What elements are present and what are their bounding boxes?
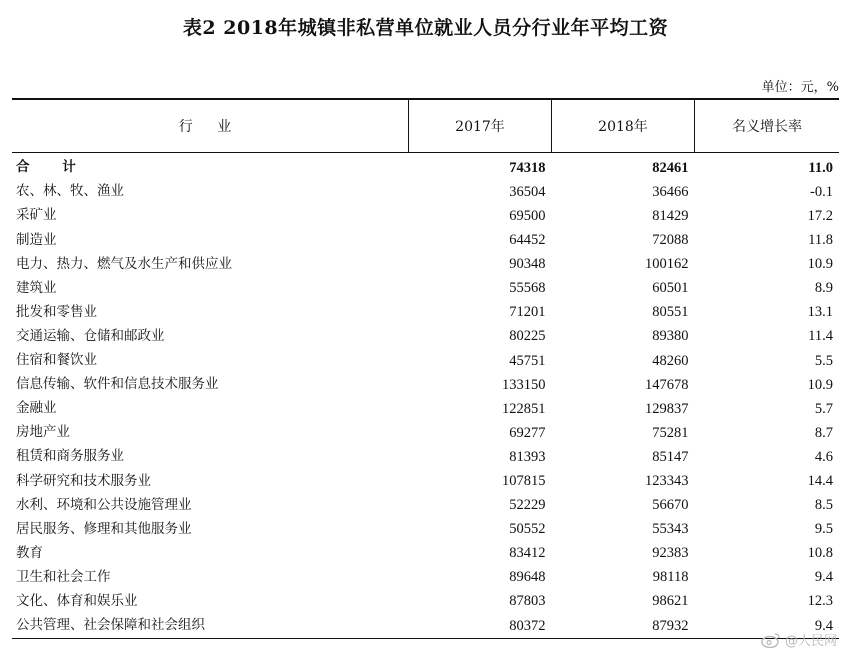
cell-industry: 卫生和社会工作 bbox=[16, 568, 111, 585]
table-header bbox=[12, 99, 839, 153]
cell-growth: 8.7 bbox=[814, 424, 833, 441]
cell-2018: 75281 bbox=[652, 424, 689, 441]
cell-growth: 5.7 bbox=[814, 400, 833, 417]
table-row bbox=[12, 590, 839, 614]
cell-industry: 公共管理、社会保障和社会组织 bbox=[12, 614, 409, 639]
cell-2018: 98621 bbox=[652, 593, 689, 610]
cell-growth: 14.4 bbox=[807, 473, 833, 490]
cell-2018: 81429 bbox=[652, 207, 689, 224]
cell-growth: 11.8 bbox=[808, 232, 833, 249]
cell-growth: 10.8 bbox=[807, 545, 833, 562]
cell-industry: 交通运输、仓储和邮政业 bbox=[16, 327, 165, 344]
cell-2017: 71201 bbox=[509, 304, 546, 321]
table-row bbox=[12, 542, 839, 566]
table-body bbox=[12, 153, 839, 639]
cell-industry: 文化、体育和娱乐业 bbox=[16, 592, 138, 609]
cell-2017: 69500 bbox=[509, 207, 546, 224]
cell-2018: 36466 bbox=[652, 183, 689, 200]
cell-2017: 80372 bbox=[409, 614, 552, 639]
header-row bbox=[12, 99, 839, 153]
cell-industry: 房地产业 bbox=[16, 424, 70, 441]
cell-2017: 36504 bbox=[509, 183, 546, 200]
header-industry: 行 业 bbox=[12, 99, 409, 153]
cell-industry: 制造业 bbox=[16, 231, 57, 248]
cell-2018: 82461 bbox=[652, 159, 689, 176]
cell-2018: 92383 bbox=[652, 545, 689, 562]
cell-2018: 87932 bbox=[552, 614, 695, 639]
cell-growth: 11.4 bbox=[808, 328, 833, 345]
cell-growth: 8.5 bbox=[814, 497, 833, 514]
wage-table bbox=[12, 98, 839, 639]
cell-industry: 农、林、牧、渔业 bbox=[16, 183, 124, 200]
table-row bbox=[12, 566, 839, 590]
cell-industry: 信息传输、软件和信息技术服务业 bbox=[16, 376, 219, 393]
cell-2017: 52229 bbox=[509, 497, 546, 514]
table-title: 表2 2018年城镇非私营单位就业人员分行业年平均工资 bbox=[182, 17, 669, 39]
cell-2018: 147678 bbox=[645, 376, 689, 393]
cell-growth: 10.9 bbox=[807, 256, 833, 273]
cell-industry: 采矿业 bbox=[16, 207, 57, 224]
table-row bbox=[12, 469, 839, 493]
cell-growth: 10.9 bbox=[807, 376, 833, 393]
cell-2017: 89648 bbox=[509, 569, 546, 586]
cell-industry: 居民服务、修理和其他服务业 bbox=[16, 520, 192, 537]
cell-industry: 科学研究和技术服务业 bbox=[16, 472, 151, 489]
cell-2017: 74318 bbox=[509, 159, 546, 176]
cell-2017: 69277 bbox=[509, 424, 546, 441]
cell-industry: 批发和零售业 bbox=[16, 303, 97, 320]
watermark bbox=[761, 630, 837, 649]
cell-2017: 81393 bbox=[509, 448, 546, 465]
cell-2018: 129837 bbox=[645, 400, 689, 417]
cell-2018: 100162 bbox=[645, 256, 689, 273]
table-row bbox=[12, 373, 839, 397]
cell-growth: 17.2 bbox=[807, 207, 833, 224]
table-row bbox=[12, 517, 839, 541]
cell-2017: 83412 bbox=[509, 545, 546, 562]
cell-growth: 11.0 bbox=[808, 159, 833, 176]
table-row bbox=[12, 349, 839, 373]
cell-2018: 123343 bbox=[645, 473, 689, 490]
table-row bbox=[12, 204, 839, 228]
cell-industry: 教育 bbox=[16, 544, 43, 561]
table-row bbox=[12, 493, 839, 517]
table-row bbox=[12, 445, 839, 469]
header-2018: 2018年 bbox=[552, 99, 695, 153]
cell-2017: 45751 bbox=[509, 352, 546, 369]
weibo-icon bbox=[761, 632, 781, 648]
cell-industry: 合 计 bbox=[16, 159, 90, 176]
header-growth: 名义增长率 bbox=[695, 99, 840, 153]
cell-2018: 55343 bbox=[652, 521, 689, 538]
cell-2017: 87803 bbox=[509, 593, 546, 610]
table-row bbox=[12, 301, 839, 325]
cell-2018: 98118 bbox=[652, 569, 689, 586]
cell-growth: 9.5 bbox=[814, 521, 833, 538]
cell-2017: 50552 bbox=[509, 521, 546, 538]
cell-2017: 55568 bbox=[509, 280, 546, 297]
table-row-total bbox=[12, 153, 839, 181]
watermark-text: @人民网 bbox=[784, 634, 837, 649]
cell-growth: 12.3 bbox=[807, 593, 833, 610]
cell-2017: 90348 bbox=[509, 256, 546, 273]
cell-2017: 107815 bbox=[502, 473, 546, 490]
table-row bbox=[12, 228, 839, 252]
cell-2017: 122851 bbox=[502, 400, 546, 417]
header-2017: 2017年 bbox=[409, 99, 552, 153]
cell-growth: -0.1 bbox=[810, 183, 833, 200]
table-row bbox=[12, 180, 839, 204]
cell-2018: 72088 bbox=[652, 232, 689, 249]
cell-growth: 13.1 bbox=[807, 304, 833, 321]
cell-industry: 建筑业 bbox=[16, 279, 57, 296]
cell-industry: 水利、环境和公共设施管理业 bbox=[16, 496, 192, 513]
cell-2018: 60501 bbox=[652, 280, 689, 297]
cell-2017: 64452 bbox=[509, 232, 546, 249]
cell-2018: 85147 bbox=[652, 448, 689, 465]
table-row bbox=[12, 276, 839, 300]
cell-2018: 48260 bbox=[652, 352, 689, 369]
cell-2018: 89380 bbox=[652, 328, 689, 345]
cell-industry: 金融业 bbox=[16, 400, 57, 417]
cell-growth: 9.4 bbox=[695, 614, 840, 639]
cell-growth: 8.9 bbox=[814, 280, 833, 297]
table-row bbox=[12, 421, 839, 445]
table-row bbox=[12, 252, 839, 276]
table-row bbox=[12, 614, 839, 639]
cell-industry: 住宿和餐饮业 bbox=[16, 352, 97, 369]
table-row bbox=[12, 397, 839, 421]
cell-growth: 4.6 bbox=[814, 448, 833, 465]
cell-growth: 9.4 bbox=[814, 569, 833, 586]
cell-2017: 133150 bbox=[502, 376, 546, 393]
cell-2018: 80551 bbox=[652, 304, 689, 321]
table-row bbox=[12, 325, 839, 349]
cell-2018: 56670 bbox=[652, 497, 689, 514]
unit-note: 单位：元，% bbox=[761, 80, 839, 95]
cell-industry: 电力、热力、燃气及水生产和供应业 bbox=[16, 255, 232, 272]
cell-industry: 租赁和商务服务业 bbox=[16, 448, 124, 465]
cell-growth: 5.5 bbox=[814, 352, 833, 369]
cell-2017: 80225 bbox=[509, 328, 546, 345]
